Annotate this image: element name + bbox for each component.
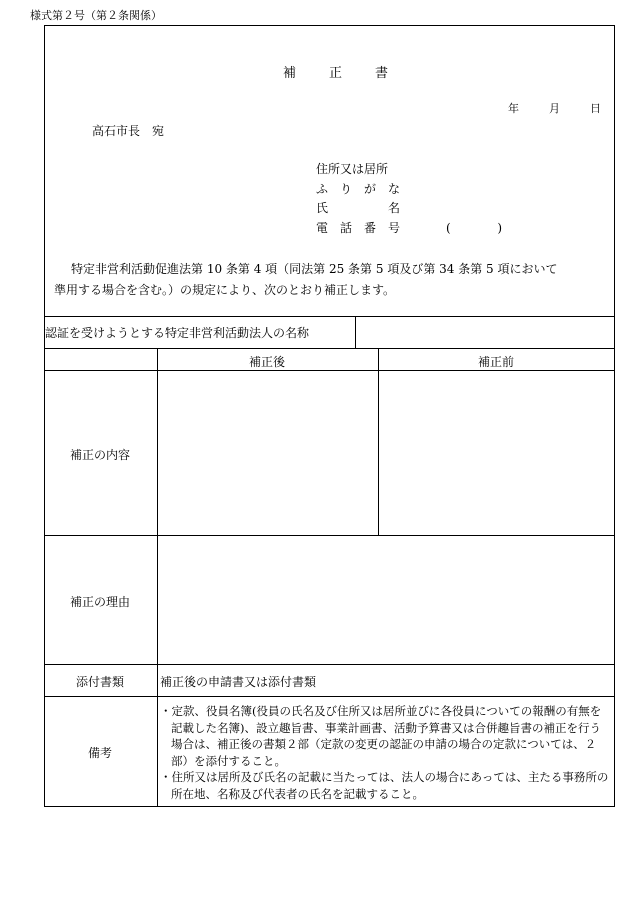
- name-row: [316, 199, 502, 219]
- title-char: 書: [375, 66, 390, 81]
- table-line: [44, 348, 615, 349]
- document-title: [283, 62, 389, 81]
- reason-label: 補正の理由: [69, 595, 131, 609]
- title-char: 補: [283, 66, 298, 81]
- table-divider: [157, 348, 158, 807]
- header-after: 補正後: [248, 355, 286, 369]
- content-label: 補正の内容: [69, 448, 131, 462]
- form-frame: [44, 25, 615, 807]
- address-row: [316, 160, 502, 180]
- date-line: [508, 100, 601, 116]
- table-divider: [355, 316, 356, 348]
- table-divider: [378, 348, 379, 535]
- remarks-note: ・定款、役員名簿(役員の氏名及び住所又は居所並びに各役員についての報酬の有無を記載した名簿)、設立趣旨書、事業計画書、活動予算書又は合併趣旨書の補正を行う場合は、補正後の書類２部（定款の変更の認証の申請の場合の定款については、２部）を添付すること。: [160, 704, 602, 768]
- attachment-value: 補正後の申請書又は添付書類: [160, 675, 317, 689]
- remarks-notes: [160, 703, 612, 802]
- remarks-note: ・住所又は居所及び氏名の記載に当たっては、法人の場合にあっては、主たる事務所の所在地、名称及び代表者の氏名を記載すること。: [160, 770, 609, 801]
- phone-row: [316, 219, 502, 239]
- form-number: 様式第２号（第２条関係）: [30, 9, 162, 22]
- statement-line-1: 特定非営利活動促進法第 10 条第 4 項（同法第 25 条第 5 項及び第 34 条第 5 項において: [71, 262, 558, 276]
- date-day-label: 日: [590, 102, 601, 115]
- header-before: 補正前: [477, 355, 515, 369]
- furigana-row: [316, 180, 502, 200]
- phone-label: 電 話 番 号: [316, 220, 400, 235]
- statement: [54, 259, 606, 301]
- furigana-label: ふ り が な: [316, 181, 400, 196]
- phone-area-code-parens: ( ): [446, 220, 502, 235]
- date-month-label: 月: [549, 102, 560, 115]
- table-line: [44, 664, 615, 665]
- statement-line-2: 準用する場合を含む。）の規定により、次のとおり補正します。: [54, 283, 396, 297]
- name-label: 氏 名: [316, 201, 400, 215]
- remarks-label: 備考: [87, 746, 113, 760]
- table-top-line: [44, 316, 615, 317]
- addressee: 高石市長 宛: [92, 124, 165, 138]
- org-name-label: 認証を受けようとする特定非営利活動法人の名称: [45, 326, 310, 340]
- table-line: [44, 535, 615, 536]
- applicant-block: [316, 160, 502, 238]
- date-year-label: 年: [508, 102, 519, 115]
- table-line: [44, 696, 615, 697]
- attachment-label: 添付書類: [75, 675, 125, 689]
- title-char: 正: [329, 66, 344, 81]
- table-line: [44, 370, 615, 371]
- address-label: 住所又は居所: [316, 162, 389, 176]
